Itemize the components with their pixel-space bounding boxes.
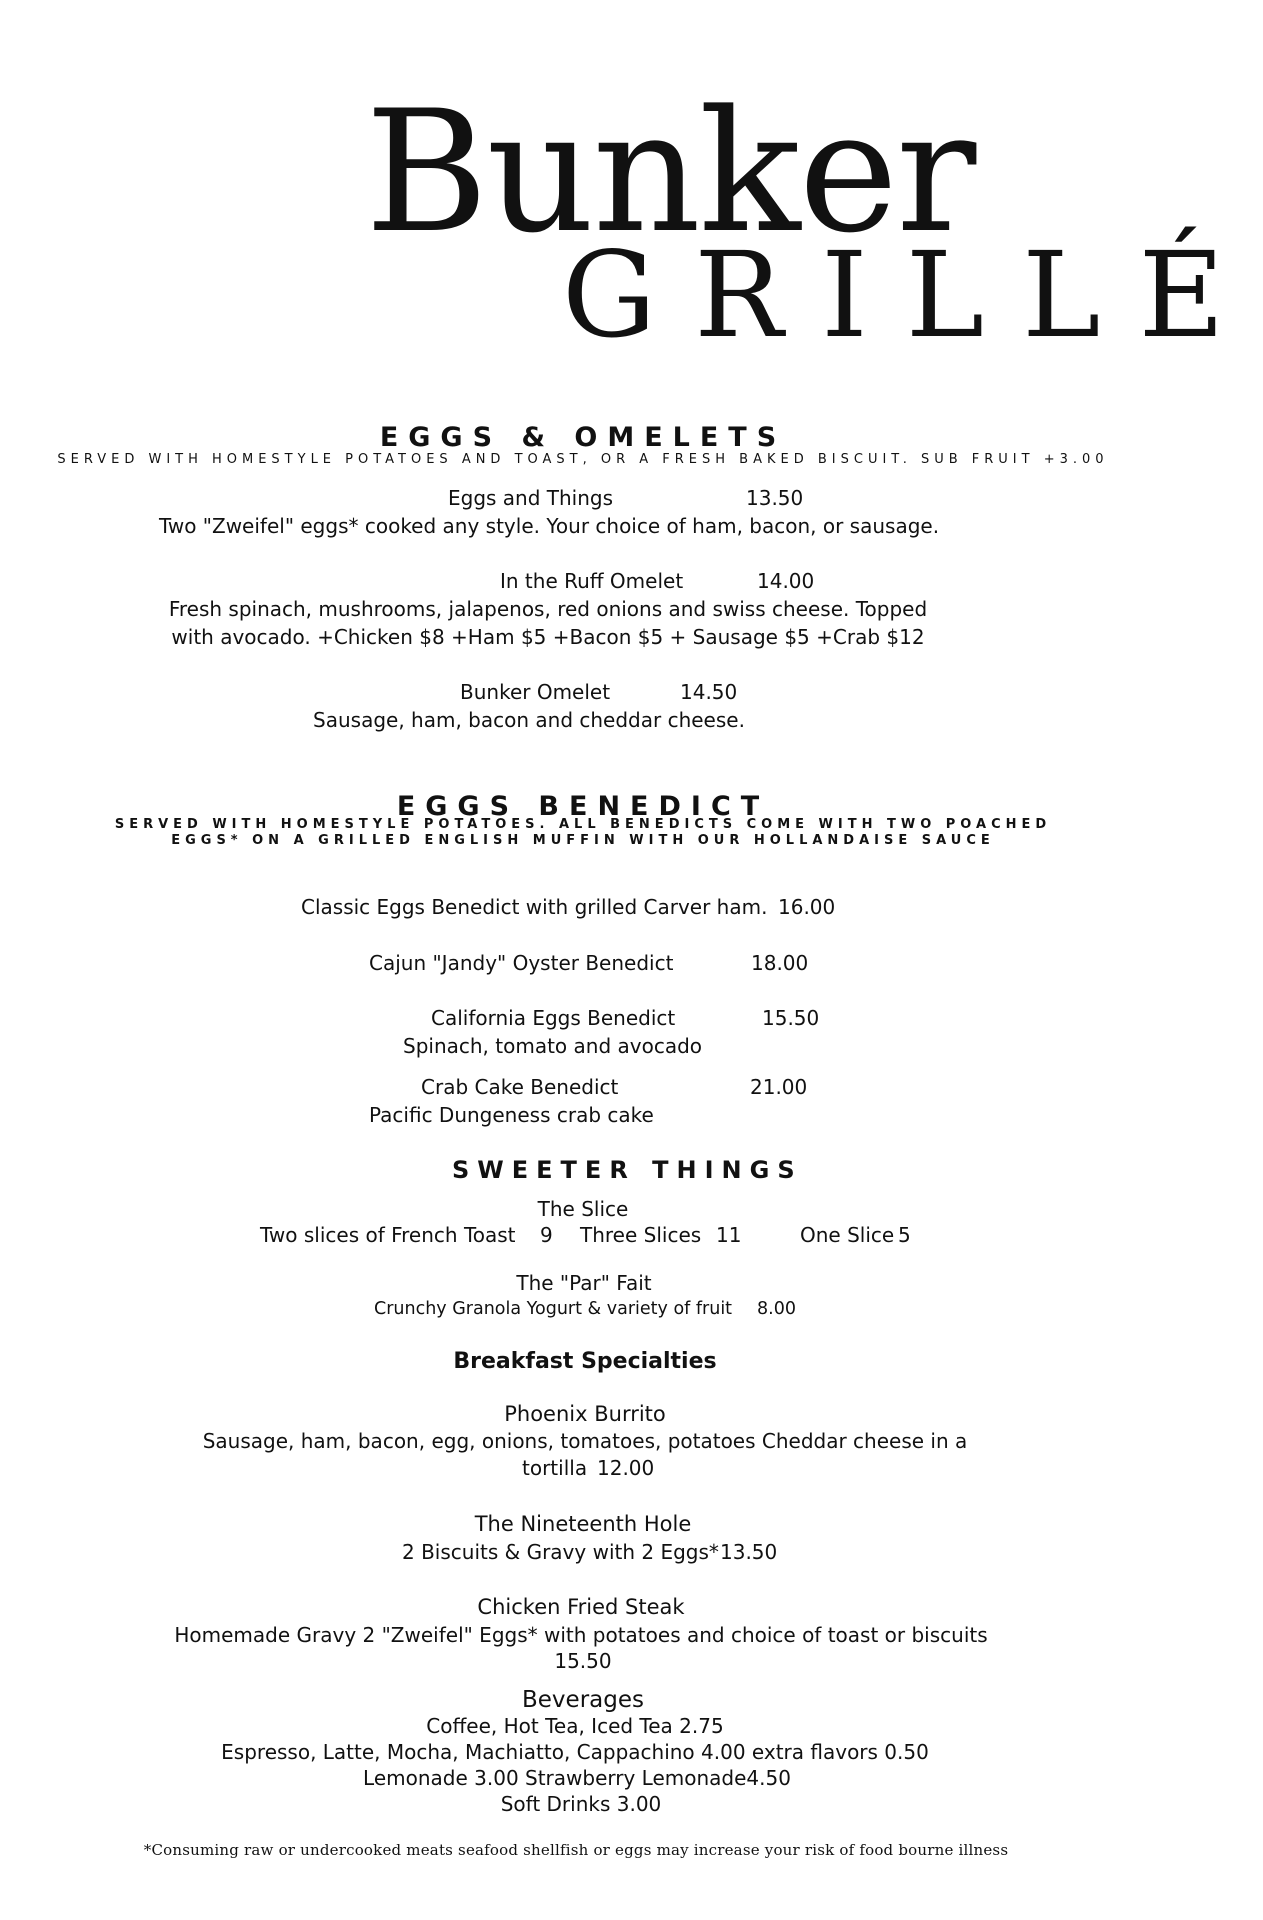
menu-item-price: 18.00: [751, 951, 809, 975]
menu-item-desc: Three Slices: [580, 1223, 702, 1247]
brand-grille: GRILLÉ: [562, 226, 1263, 364]
menu-item-name: Bunker Omelet: [460, 680, 611, 704]
menu-item-name: The Slice: [537, 1197, 629, 1221]
menu-item-price: 13.50: [746, 486, 804, 510]
menu-item-price: 9: [540, 1223, 553, 1247]
section-subtitle-eggs-benedict: SERVED WITH HOMESTYLE POTATOES. ALL BENEDICTS COME WITH TWO POACHED: [114, 817, 1052, 832]
menu-item-price: 5: [898, 1223, 911, 1247]
menu-item-desc: Two "Zweifel" eggs* cooked any style. Your choice of ham, bacon, or sausage.: [158, 514, 940, 538]
menu-item-name: In the Ruff Omelet: [500, 569, 684, 593]
menu-item-desc: Two slices of French Toast: [260, 1223, 516, 1247]
menu-item-name: Crab Cake Benedict: [421, 1075, 619, 1099]
beverage-line: Lemonade 3.00 Strawberry Lemonade4.50: [363, 1766, 791, 1790]
menu-item-name: The Nineteenth Hole: [474, 1512, 692, 1536]
section-title-breakfast-specialties: Breakfast Specialties: [453, 1349, 717, 1374]
menu-item-desc: tortilla: [522, 1456, 588, 1480]
menu-item-desc: Sausage, ham, bacon, egg, onions, tomatoes, potatoes Cheddar cheese in a: [202, 1429, 968, 1453]
beverage-line: Coffee, Hot Tea, Iced Tea 2.75: [426, 1714, 724, 1738]
menu-item-desc: Pacific Dungeness crab cake: [369, 1103, 654, 1127]
menu-item-price: 15.50: [554, 1649, 612, 1673]
beverage-line: Espresso, Latte, Mocha, Machiatto, Cappachino 4.00 extra flavors 0.50: [221, 1740, 929, 1764]
section-title-eggs-benedict: EGGS BENEDICT: [396, 791, 770, 822]
menu-item-price: 14.00: [757, 569, 815, 593]
menu-item-name: The "Par" Fait: [516, 1271, 652, 1295]
beverage-line: Soft Drinks 3.00: [500, 1792, 662, 1816]
menu-item-desc: 2 Biscuits & Gravy with 2 Eggs*: [402, 1540, 719, 1564]
menu-item-desc: Crunchy Granola Yogurt & variety of fruit: [374, 1299, 733, 1319]
menu-item-price: 13.50: [720, 1540, 778, 1564]
menu-item-name: California Eggs Benedict: [431, 1006, 676, 1030]
section-title-eggs-omelets: EGGS & OMELETS: [379, 422, 787, 453]
menu-item-price: 14.50: [680, 680, 738, 704]
menu-item-desc: One Slice: [800, 1223, 895, 1247]
menu-item-price: 8.00: [757, 1299, 796, 1319]
menu-item-price: 12.00: [597, 1456, 655, 1480]
menu-item-desc: Homemade Gravy 2 "Zweifel" Eggs* with potatoes and choice of toast or biscuits: [174, 1623, 988, 1647]
section-title-beverages: Beverages: [522, 1687, 644, 1713]
menu-item-name: Phoenix Burrito: [504, 1402, 666, 1426]
menu-item-price: 21.00: [750, 1075, 808, 1099]
menu-item-name: Classic Eggs Benedict with grilled Carver ham.: [301, 895, 768, 919]
menu-item-desc: Sausage, ham, bacon and cheddar cheese.: [313, 708, 745, 732]
menu-item-desc: with avocado. +Chicken $8 +Ham $5 +Bacon $5 + Sausage $5 +Crab $12: [171, 625, 925, 649]
food-safety-footnote: *Consuming raw or undercooked meats seafood shellfish or eggs may increase your risk of food bourne illness: [143, 1841, 1009, 1859]
menu-item-price: 16.00: [778, 895, 836, 919]
menu-item-name: Eggs and Things: [448, 486, 614, 510]
menu-item-price: 15.50: [762, 1006, 820, 1030]
menu-item-desc: Fresh spinach, mushrooms, jalapenos, red onions and swiss cheese. Topped: [168, 597, 928, 621]
menu-item-desc: Spinach, tomato and avocado: [403, 1034, 703, 1058]
menu-item-price: 11: [716, 1223, 742, 1247]
menu-item-name: Cajun "Jandy" Oyster Benedict: [369, 951, 674, 975]
section-title-sweeter-things: SWEETER THINGS: [452, 1156, 803, 1184]
brand-bunker: Bunker: [365, 74, 975, 270]
section-subtitle-eggs-omelets: SERVED WITH HOMESTYLE POTATOES AND TOAST, OR A FRESH BAKED BISCUIT. SUB FRUIT +3.00: [57, 452, 1109, 467]
menu-item-name: Chicken Fried Steak: [477, 1595, 685, 1619]
section-subtitle-eggs-benedict: EGGS* ON A GRILLED ENGLISH MUFFIN WITH OUR HOLLANDAISE SAUCE: [171, 833, 995, 848]
